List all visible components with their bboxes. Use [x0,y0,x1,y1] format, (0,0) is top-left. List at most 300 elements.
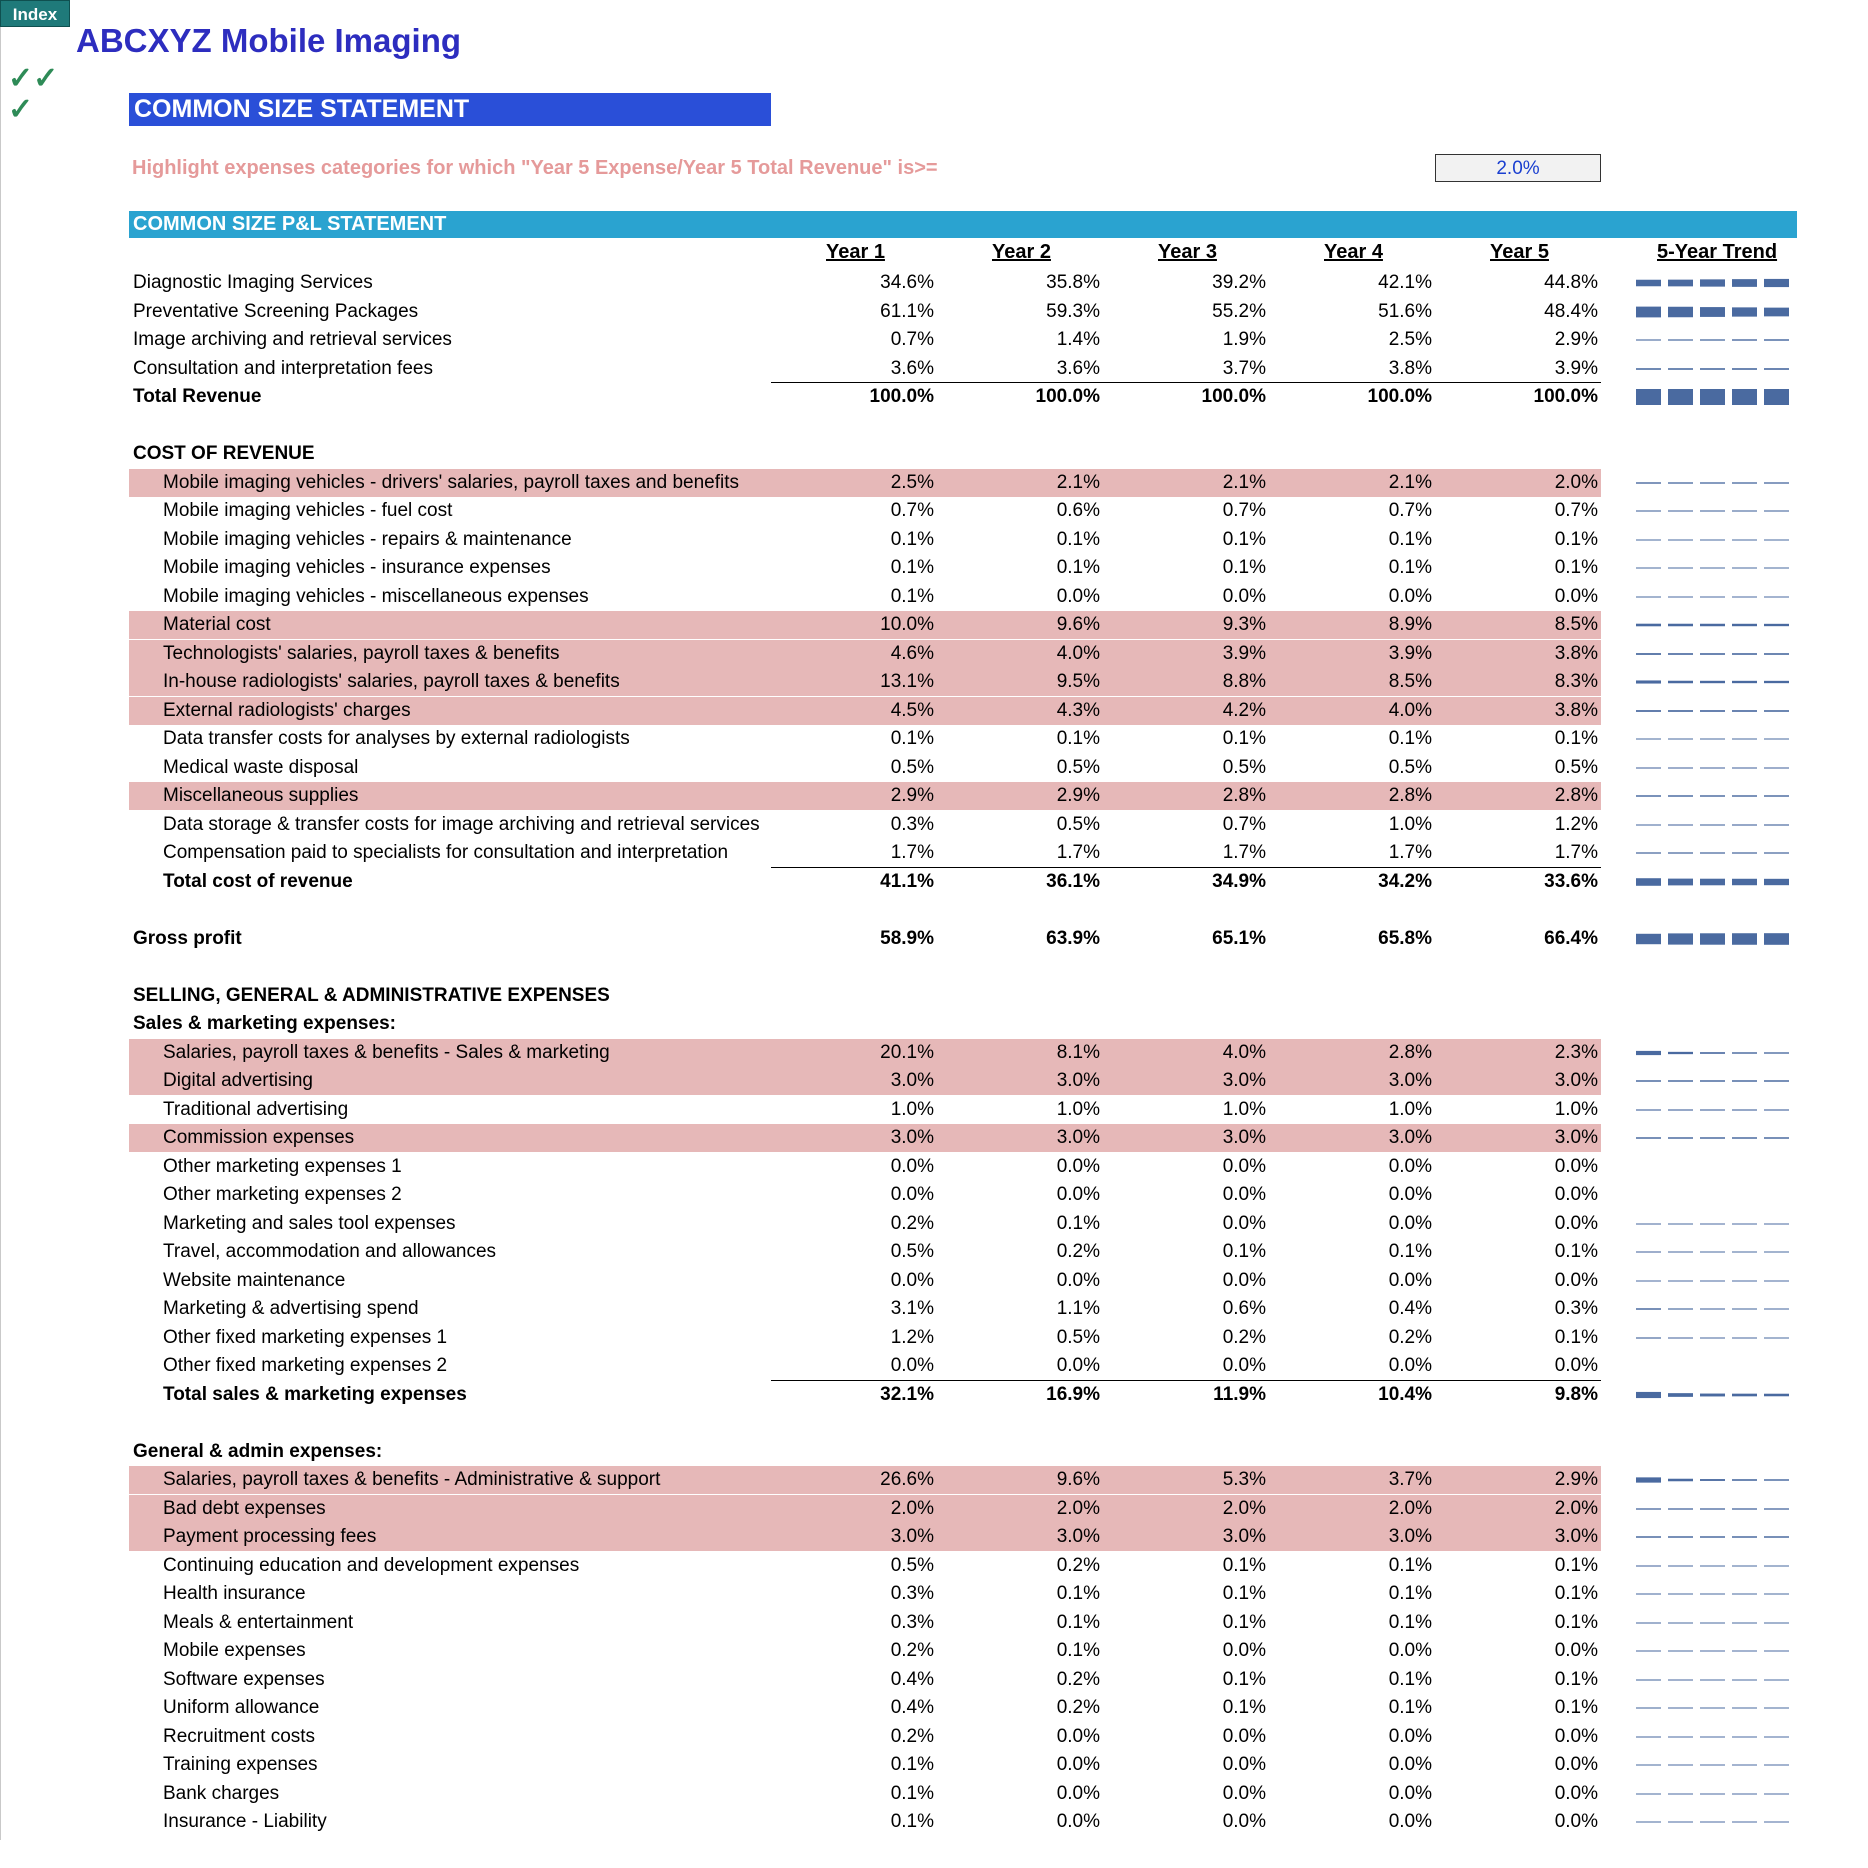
trend-bar [1700,567,1725,568]
trend-bar [1732,307,1757,316]
trend-sparkline [1636,1381,1792,1409]
trend-sparkline [1636,1210,1792,1238]
cell-year-4: 0.0% [1388,1269,1432,1291]
trend-bar [1700,1479,1725,1481]
cell-year-1: 0.1% [890,557,934,578]
table-row [129,469,1601,497]
trend-bar [1668,1508,1693,1509]
trend-bar [1668,1565,1693,1566]
cell-year-4: 8.9% [1388,614,1432,635]
cell-year-4: 1.7% [1388,842,1432,863]
cell-year-3: 4.0% [1222,1041,1266,1063]
cell-year-1: 26.6% [880,1469,934,1490]
cell-year-3: 34.9% [1212,870,1266,892]
cell-year-2: 0.2% [1056,1697,1100,1718]
cell-year-5: 0.1% [1554,1611,1598,1633]
blank-row [129,953,1601,981]
trend-sparkline [1636,1808,1792,1836]
trend-bar [1764,624,1789,626]
cell-year-2: 0.1% [1056,728,1100,749]
trend-bar [1764,933,1789,945]
row-label: Image archiving and retrieval services [133,329,452,350]
cell-year-4: 0.1% [1388,1241,1432,1262]
cell-year-3: 4.2% [1222,699,1266,721]
cell-year-2: 35.8% [1046,272,1100,293]
trend-bar [1764,482,1789,483]
cell-year-5: 2.9% [1554,329,1598,350]
cell-year-1: 20.1% [880,1041,934,1063]
cell-year-2: 9.6% [1056,1469,1100,1490]
trend-bar [1700,653,1725,655]
trend-bar [1732,1393,1757,1396]
cell-year-5: 0.1% [1554,1554,1598,1576]
cell-year-5: 2.3% [1554,1041,1598,1063]
table-row [129,611,1601,639]
cell-year-5: 0.1% [1554,528,1598,550]
checkmark-icon: ✓ [8,93,34,126]
cell-year-5: 0.0% [1554,1754,1598,1775]
trend-bar [1700,1393,1725,1396]
cell-year-4: 1.0% [1388,813,1432,835]
trend-sparkline [1636,298,1792,326]
cell-year-1: 100.0% [869,386,934,407]
trend-bar [1700,738,1725,739]
trend-bar [1732,1308,1757,1309]
row-label: Data transfer costs for analyses by external radiologists [163,728,630,749]
cell-year-5: 8.3% [1554,671,1598,692]
cell-year-2: 2.1% [1056,471,1100,493]
trend-bar [1668,824,1693,825]
trend-bar [1732,1109,1757,1110]
trend-bar [1764,279,1789,287]
trend-bar [1636,1736,1661,1737]
trend-sparkline [1636,839,1792,867]
row-label: Continuing education and development expenses [163,1554,580,1576]
trend-bar [1732,339,1757,340]
cell-year-1: 3.6% [890,357,934,379]
cell-year-3: 0.0% [1222,1782,1266,1804]
trend-bar [1700,279,1725,286]
trend-bar [1636,1308,1661,1309]
trend-bar [1668,795,1693,796]
cell-year-3: 1.0% [1222,1098,1266,1120]
trend-bar [1764,1793,1789,1794]
trend-bar [1764,368,1789,370]
trend-bar [1700,681,1725,683]
table-row [129,554,1601,582]
trend-bar [1732,681,1757,683]
trend-bar [1636,1050,1661,1054]
table-row [129,1096,1601,1124]
row-label: Total cost of revenue [163,870,353,892]
cell-year-3: 3.0% [1222,1070,1266,1091]
cell-year-2: 1.4% [1056,329,1100,350]
trend-bar [1636,1793,1661,1794]
trend-bar [1732,1508,1757,1509]
cell-year-5: 0.0% [1554,1269,1598,1291]
cell-year-2: 0.0% [1056,1725,1100,1747]
cell-year-2: 100.0% [1035,386,1100,407]
row-label: Marketing & advertising spend [163,1298,419,1319]
cell-year-2: 0.0% [1056,585,1100,607]
cell-year-5: 0.0% [1554,1640,1598,1661]
trend-bar [1764,1536,1789,1537]
trend-bar [1700,1337,1725,1338]
table-row [129,1153,1601,1181]
trend-bar [1700,767,1725,768]
trend-bar [1636,1508,1661,1509]
trend-bar [1700,795,1725,796]
table-row [129,1295,1601,1323]
trend-bar [1732,1736,1757,1737]
cell-year-5: 3.8% [1554,642,1598,664]
trend-bar [1636,1337,1661,1338]
cell-year-4: 0.0% [1388,1155,1432,1177]
cell-year-1: 0.0% [890,1184,934,1205]
cell-year-1: 0.7% [890,500,934,521]
trend-bar [1700,1622,1725,1623]
trend-bar [1636,653,1661,655]
trend-sparkline [1636,1637,1792,1665]
threshold-input[interactable]: 2.0% [1435,154,1601,182]
cell-year-4: 0.0% [1388,585,1432,607]
trend-bar [1700,1052,1725,1054]
trend-bar [1700,878,1725,885]
cell-year-3: 0.1% [1222,1241,1266,1262]
row-label: Salaries, payroll taxes & benefits - Sales & marketing [163,1041,610,1063]
trend-bar [1636,1536,1661,1537]
table-row [129,326,1601,354]
row-label: Consultation and interpretation fees [133,357,433,379]
table-row [129,383,1601,411]
trend-bar [1700,1736,1725,1737]
trend-bar [1668,539,1693,540]
cell-year-5: 1.0% [1554,1098,1598,1120]
cell-year-5: 0.7% [1554,500,1598,521]
row-label: Compensation paid to specialists for consultation and interpretation [163,842,729,863]
cell-year-4: 2.5% [1388,329,1432,350]
table-row [129,1267,1601,1295]
cell-year-4: 0.1% [1388,528,1432,550]
trend-bar [1636,539,1661,540]
trend-bar [1764,1593,1789,1594]
cell-year-4: 0.4% [1388,1298,1432,1319]
cell-year-4: 100.0% [1367,386,1432,407]
column-header-year-2: Year 2 [992,241,1051,263]
table-row [129,1723,1601,1751]
trend-bar [1668,368,1693,370]
row-label: Total Revenue [133,386,262,407]
trend-bar [1636,795,1661,796]
cell-year-1: 3.0% [890,1526,934,1547]
section-heading: General & admin expenses: [133,1440,383,1462]
trend-bar [1700,596,1725,597]
table-row [129,868,1601,896]
trend-bar [1668,1337,1693,1338]
table-row [129,1637,1601,1665]
table-row [129,811,1601,839]
table-row [129,298,1601,326]
row-label: Insurance - Liability [163,1811,327,1832]
trend-bar [1636,596,1661,597]
trend-bar [1732,1479,1757,1481]
row-label: Technologists' salaries, payroll taxes & benefits [163,642,560,664]
trend-bar [1700,1651,1725,1652]
cell-year-1: 13.1% [880,671,934,692]
cell-year-4: 0.0% [1388,1754,1432,1775]
trend-bar [1732,539,1757,540]
cell-year-1: 0.3% [890,1611,934,1633]
trend-bar [1764,681,1789,683]
row-label: Other fixed marketing expenses 1 [163,1326,448,1348]
cell-year-4: 0.1% [1388,1583,1432,1604]
cell-year-5: 0.0% [1554,1355,1598,1376]
cell-year-1: 3.0% [890,1127,934,1148]
trend-bar [1636,933,1661,943]
cell-year-5: 0.0% [1554,1782,1598,1804]
trend-bar [1668,1280,1693,1281]
row-label: Mobile expenses [163,1640,306,1661]
cell-year-4: 2.0% [1388,1497,1432,1519]
cell-year-1: 61.1% [880,300,934,322]
row-label: Other marketing expenses 1 [163,1155,402,1177]
trend-sparkline [1636,611,1792,639]
cell-year-2: 9.6% [1056,614,1100,635]
cell-year-2: 0.0% [1056,1811,1100,1832]
row-label: Health insurance [163,1583,306,1604]
trend-bar [1668,681,1693,684]
cell-year-3: 0.0% [1222,1155,1266,1177]
table-row [129,1580,1601,1608]
trend-sparkline [1636,1295,1792,1323]
trend-bar [1764,539,1789,540]
cell-year-5: 0.1% [1554,1697,1598,1718]
table-row [129,1181,1601,1209]
trend-bar [1732,1593,1757,1594]
cell-year-2: 0.6% [1056,500,1100,521]
row-label: Preventative Screening Packages [133,300,419,322]
trend-sparkline [1636,1466,1792,1494]
cell-year-5: 0.0% [1554,1184,1598,1205]
trend-bar [1636,368,1661,370]
cell-year-1: 0.5% [890,756,934,778]
row-label: Material cost [163,614,271,635]
trend-sparkline [1636,355,1792,383]
table-row [129,1780,1601,1808]
cell-year-1: 0.2% [890,1725,934,1747]
cell-year-5: 0.5% [1554,756,1598,778]
trend-bar [1636,1080,1661,1081]
table-row [129,1352,1601,1380]
cell-year-3: 11.9% [1213,1383,1266,1405]
trend-bar [1668,852,1693,853]
cell-year-4: 42.1% [1378,272,1432,293]
cell-year-3: 1.7% [1222,842,1266,863]
cell-year-4: 0.7% [1388,500,1432,521]
trend-bar [1668,1707,1693,1708]
trend-sparkline [1636,1580,1792,1608]
cell-year-5: 0.1% [1554,1241,1598,1262]
trend-bar [1668,389,1693,405]
cell-year-2: 2.0% [1056,1497,1100,1519]
cell-year-4: 3.8% [1388,357,1432,379]
section-heading: COST OF REVENUE [133,443,315,464]
cell-year-4: 0.0% [1388,1212,1432,1234]
cell-year-1: 4.5% [890,699,934,721]
cell-year-4: 1.0% [1388,1098,1432,1120]
trend-bar [1700,389,1725,405]
row-label: Marketing and sales tool expenses [163,1212,456,1234]
trend-sparkline [1636,1495,1792,1523]
cell-year-2: 63.9% [1046,927,1100,949]
trend-bar [1764,767,1789,768]
cell-year-1: 0.0% [890,1355,934,1376]
cell-year-4: 3.7% [1388,1469,1432,1490]
trend-bar [1636,510,1661,511]
cell-year-2: 0.1% [1056,1583,1100,1604]
trend-bar [1668,1137,1693,1138]
trend-bar [1700,1308,1725,1309]
cell-year-1: 0.5% [890,1241,934,1262]
cell-year-2: 36.1% [1046,870,1100,892]
cell-year-4: 34.2% [1378,870,1432,892]
cell-year-1: 0.2% [890,1640,934,1661]
trend-bar [1764,1822,1789,1823]
trend-bar [1732,368,1757,370]
cell-year-1: 1.0% [890,1098,934,1120]
cell-year-2: 3.0% [1056,1526,1100,1547]
table-row [129,1552,1601,1580]
cell-year-5: 0.1% [1554,557,1598,578]
cell-year-3: 9.3% [1222,614,1266,635]
trend-bar [1764,1479,1789,1480]
trend-bar [1700,1679,1725,1680]
trend-bar [1668,653,1693,655]
table-row [129,1324,1601,1352]
trend-bar [1668,1650,1693,1651]
cell-year-4: 0.5% [1388,756,1432,778]
trend-sparkline [1636,497,1792,525]
trend-bar [1636,1223,1661,1224]
trend-bar [1700,510,1725,511]
trend-bar [1764,1736,1789,1737]
cell-year-1: 0.0% [890,1269,934,1291]
cell-year-2: 1.1% [1056,1298,1100,1319]
column-header-trend: 5-Year Trend [1657,241,1778,263]
trend-bar [1668,1051,1693,1053]
trend-bar [1764,339,1789,340]
trend-bar [1732,1337,1757,1338]
trend-bar [1732,1765,1757,1766]
trend-bar [1764,510,1789,511]
trend-bar [1732,567,1757,568]
cell-year-3: 0.1% [1222,557,1266,578]
trend-bar [1700,1137,1725,1138]
table-row [129,583,1601,611]
trend-bar [1636,624,1661,627]
index-button[interactable]: Index [0,0,70,27]
cell-year-4: 0.1% [1388,1554,1432,1576]
table-row [129,839,1601,867]
trend-bar [1668,1109,1693,1110]
cell-year-2: 2.9% [1056,785,1100,806]
trend-bar [1668,1223,1693,1224]
trend-bar [1636,389,1661,405]
cell-year-1: 3.0% [890,1070,934,1091]
trend-bar [1732,1565,1757,1566]
blank-row [129,1409,1601,1437]
trend-bar [1668,306,1693,316]
trend-bar [1732,596,1757,597]
cell-year-4: 65.8% [1378,927,1432,949]
blank-row [129,896,1601,924]
table-row [129,1039,1601,1067]
trend-bar [1764,567,1789,568]
trend-bar [1732,933,1757,945]
trend-bar [1732,878,1757,884]
trend-bar [1764,389,1789,405]
trend-bar [1764,878,1789,884]
cell-year-3: 8.8% [1222,671,1266,692]
trend-bar [1732,1223,1757,1224]
trend-bar [1668,1308,1693,1309]
cell-year-3: 0.1% [1222,1697,1266,1718]
column-header-year-4: Year 4 [1324,241,1383,263]
trend-sparkline [1636,554,1792,582]
trend-sparkline [1636,1124,1792,1152]
cell-year-4: 2.1% [1388,471,1432,493]
trend-sparkline [1636,526,1792,554]
trend-bar [1764,824,1789,825]
trend-bar [1764,307,1789,316]
cell-year-1: 0.1% [890,728,934,749]
cell-year-3: 2.0% [1222,1497,1266,1519]
highlight-threshold-label: Highlight expenses categories for which "Year 5 Expense/Year 5 Total Revenue" is>= [132,157,938,179]
cell-year-1: 0.7% [890,329,934,350]
table-row [129,526,1601,554]
cell-year-1: 0.1% [890,1754,934,1775]
trend-bar [1668,1622,1693,1623]
row-label: Data storage & transfer costs for image archiving and retrieval services [163,813,760,835]
trend-bar [1636,1280,1661,1281]
cell-year-3: 65.1% [1212,927,1266,949]
cell-year-2: 0.1% [1056,557,1100,578]
trend-sparkline [1636,469,1792,497]
trend-bar [1764,1337,1789,1338]
table-row [129,497,1601,525]
trend-bar [1732,1280,1757,1281]
trend-bar [1700,1223,1725,1224]
cell-year-5: 2.0% [1554,1497,1598,1519]
trend-sparkline [1636,1324,1792,1352]
trend-sparkline [1636,1523,1792,1551]
cell-year-2: 3.0% [1056,1127,1100,1148]
row-label: Salaries, payroll taxes & benefits - Administrative & support [163,1469,661,1490]
cell-year-2: 1.7% [1056,842,1100,863]
row-label: Website maintenance [163,1269,346,1291]
cell-year-1: 4.6% [890,642,934,664]
cell-year-5: 3.0% [1554,1070,1598,1091]
cell-year-1: 0.3% [890,1583,934,1604]
trend-bar [1668,933,1693,944]
cell-year-3: 3.0% [1222,1526,1266,1547]
trend-sparkline [1636,725,1792,753]
row-label: Uniform allowance [163,1697,320,1718]
row-label: Miscellaneous supplies [163,785,359,806]
row-label: In-house radiologists' salaries, payroll taxes & benefits [163,671,620,692]
cell-year-2: 0.0% [1056,1782,1100,1804]
trend-bar [1636,1109,1661,1110]
